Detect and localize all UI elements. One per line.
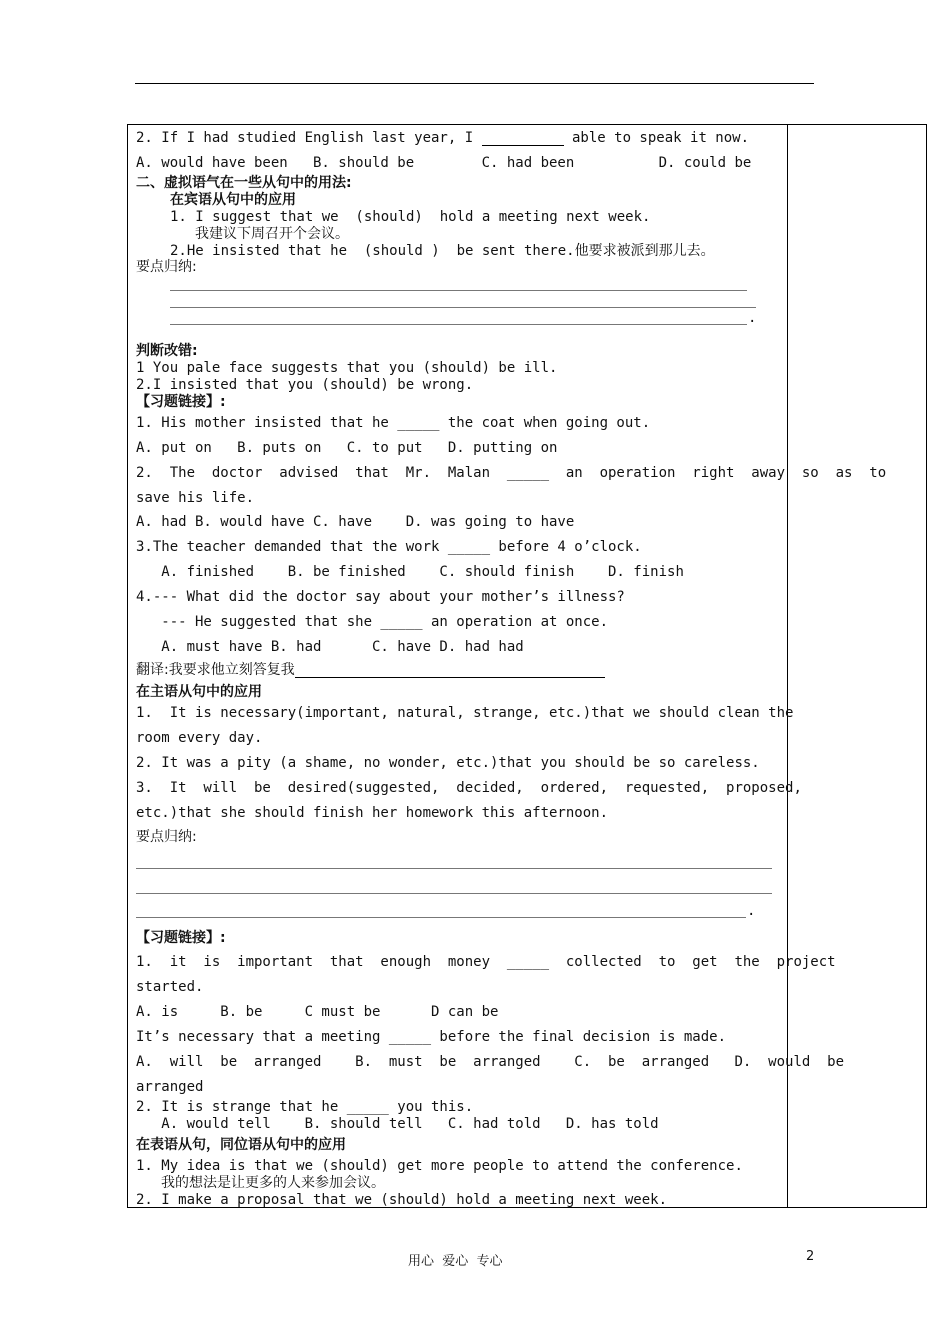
subject-example-3-cont: etc.)that she should finish her homework this afternoon. [136, 805, 609, 821]
predicative-example-1-translation: 我的想法是让更多的人来参加会议。 [161, 1175, 385, 1191]
predicative-example-1: 1. My idea is that we (should) get more people to attend the conference. [136, 1158, 743, 1174]
summary-line [170, 290, 747, 291]
translation-task: 翻译:我要求他立刻答复我 [136, 662, 605, 678]
period-mark: . [748, 310, 757, 326]
side-table-cell [787, 124, 927, 1208]
practice-1-options: A. is B. be C must be D can be [136, 1004, 499, 1020]
subject-example-3: 3. It will be desired(suggested, decided, ordered, requested, proposed, [136, 780, 802, 796]
summary-label-2: 要点归纳: [136, 829, 197, 845]
practice-1: 1. it is important that enough money _____ collected to get the project [136, 954, 836, 970]
exercise-4-reply: --- He suggested that she _____ an operation at once. [136, 614, 609, 630]
practice-1-cont: started. [136, 979, 204, 995]
practice-2-options-cont: arranged [136, 1079, 204, 1095]
subject-example-1: 1. It is necessary(important, natural, strange, etc.)that we should clean the [136, 705, 794, 721]
section-2-title: 二、虚拟语气在一些从句中的用法: [136, 175, 352, 191]
exercise-2: 2. The doctor advised that Mr. Malan _____ an operation right away so as to [136, 465, 887, 481]
summary-line [170, 307, 756, 308]
header-rule [135, 83, 814, 84]
object-example-1: 1. I suggest that we (should) hold a meeting next week. [170, 209, 651, 225]
summary-line [136, 868, 772, 869]
exercise-link-title: 【习题链接】: [136, 394, 226, 410]
exercise-4: 4.--- What did the doctor say about your mother’s illness? [136, 589, 625, 605]
practice-3: 2. It is strange that he _____ you this. [136, 1099, 474, 1115]
translation-blank [295, 663, 605, 678]
subject-clause-title: 在主语从句中的应用 [136, 684, 262, 700]
practice-2-options: A. will be arranged B. must be arranged C. be arranged D. would be [136, 1054, 845, 1070]
practice-3-options: A. would tell B. should tell C. had told D. has told [136, 1116, 659, 1132]
exercise-1-options: A. put on B. puts on C. to put D. putting on [136, 440, 558, 456]
footer-motto: 用心 爱心 专心 [408, 1254, 503, 1269]
object-example-2: 2.He insisted that he (should ) be sent there.他要求被派到那儿去。 [170, 243, 715, 259]
subject-example-2: 2. It was a pity (a shame, no wonder, etc.)that you should be so careless. [136, 755, 760, 771]
exercise-2-options: A. had B. would have C. have D. was going to have [136, 514, 575, 530]
judge-title: 判断改错: [136, 343, 198, 359]
subject-example-1-cont: room every day. [136, 730, 263, 746]
exercise-4-options: A. must have B. had C. have D. had had [136, 639, 524, 655]
exercise-3-options: A. finished B. be finished C. should finish D. finish [136, 564, 684, 580]
summary-line [170, 324, 747, 325]
period-mark: . [747, 903, 756, 919]
object-example-1-translation: 我建议下周召开个会议。 [195, 226, 349, 242]
predicative-clause-title: 在表语从句，同位语从句中的应用 [136, 1137, 346, 1153]
judge-item-2: 2.I insisted that you (should) be wrong. [136, 377, 474, 393]
judge-item-1: 1 You pale face suggests that you (should) be ill. [136, 360, 558, 376]
summary-label-1: 要点归纳: [136, 259, 197, 275]
exercise-1: 1. His mother insisted that he _____ the coat when going out. [136, 415, 651, 431]
question-2: 2. If I had studied English last year, I able to speak it now. [136, 130, 750, 146]
practice-2: It’s necessary that a meeting _____ before the final decision is made. [136, 1029, 727, 1045]
predicative-example-2: 2. I make a proposal that we (should) hold a meeting next week. [136, 1192, 668, 1208]
exercise-2-cont: save his life. [136, 490, 255, 506]
exercise-link-title-2: 【习题链接】: [136, 930, 226, 946]
exercise-3: 3.The teacher demanded that the work _____ before 4 o’clock. [136, 539, 642, 555]
summary-line [136, 917, 746, 918]
answer-blank [482, 131, 564, 146]
summary-line [136, 893, 772, 894]
object-clause-title: 在宾语从句中的应用 [170, 192, 296, 208]
question-2-options: A. would have been B. should be C. had been D. could be [136, 155, 752, 171]
page-number: 2 [806, 1249, 815, 1264]
